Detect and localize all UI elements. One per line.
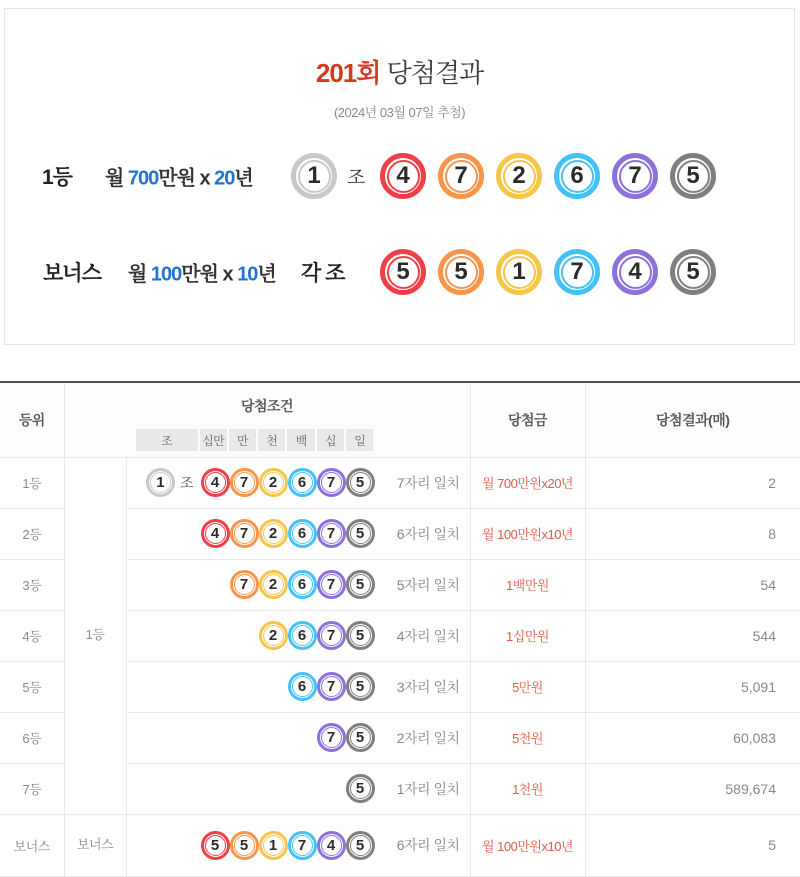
winner-count-cell: 8 (585, 508, 800, 559)
lottery-ball-5 (346, 672, 375, 701)
prize-amount-text: 만원 x (158, 167, 215, 190)
column-header-rank: 등위 (0, 382, 64, 457)
winning-result-summary-panel (4, 8, 795, 345)
rank-cell: 보너스 (0, 814, 64, 876)
condition-cell (126, 457, 470, 508)
ball-number: 4 (396, 162, 410, 189)
ball-number: 5 (355, 836, 365, 854)
ball-number: 5 (355, 729, 365, 746)
rank-cell: 6등 (0, 712, 64, 763)
ball-number: 7 (326, 576, 336, 593)
lottery-ball-5 (346, 831, 375, 860)
prize-amount-text: 만원 x (181, 263, 238, 286)
lottery-ball-2 (496, 153, 542, 199)
match-condition-text: 6자리 일치 (396, 837, 460, 853)
match-condition-text: 3자리 일치 (396, 678, 460, 695)
round-number: 201회 (315, 58, 381, 88)
winner-count-cell: 54 (585, 559, 800, 610)
digit-position-bar (136, 429, 374, 451)
first-prize-amount (105, 162, 253, 191)
lottery-ball-5 (670, 153, 716, 199)
ball-number: 6 (297, 678, 307, 695)
lottery-ball-5 (346, 774, 375, 803)
lottery-ball-7 (288, 831, 317, 860)
ball-number: 7 (454, 162, 468, 189)
ball-number: 1 (307, 162, 321, 189)
lottery-ball-4 (612, 249, 658, 295)
winning-number-balls (127, 672, 375, 701)
winner-count-cell: 5,091 (585, 661, 800, 712)
rank-cell: 4등 (0, 610, 64, 661)
lottery-ball-5 (346, 570, 375, 599)
match-condition-text: 4자리 일치 (396, 627, 460, 644)
prize-amount-text: 년 (234, 167, 253, 190)
ball-number: 7 (297, 836, 307, 854)
bonus-rank-label: 보너스 (43, 262, 101, 285)
ball-number: 5 (355, 627, 365, 644)
ball-number: 5 (686, 258, 700, 285)
ball-number: 5 (210, 836, 220, 854)
group-suffix-label: 조 (347, 167, 365, 189)
ball-number: 4 (210, 474, 220, 491)
winning-results-table (0, 381, 800, 877)
ball-number: 6 (297, 576, 307, 593)
digit-position-label: 만 (229, 429, 256, 451)
prize-amount-text: 년 (257, 263, 276, 286)
lottery-ball-5 (346, 723, 375, 752)
lottery-ball-5 (670, 249, 716, 295)
ball-number: 6 (297, 525, 307, 542)
lottery-ball-7 (554, 249, 600, 295)
ball-number: 7 (326, 729, 336, 746)
prize-cell: 1백만원 (470, 559, 585, 610)
lottery-ball-7 (230, 468, 259, 497)
ball-number: 5 (396, 258, 410, 285)
ball-number: 1 (268, 836, 278, 854)
rank-cell: 2등 (0, 508, 64, 559)
group-suffix-label: 조 (179, 474, 193, 491)
each-group-label: 각 조 (301, 262, 345, 285)
draw-date: (2024년 03월 07일 추첨) (333, 105, 466, 120)
lottery-ball-1 (146, 468, 175, 497)
lottery-ball-5 (201, 831, 230, 860)
digit-position-label: 천 (258, 429, 285, 451)
lottery-ball-7 (317, 723, 346, 752)
bonus-prize-summary-row (5, 249, 794, 295)
ball-number: 5 (355, 474, 365, 491)
rank-cell: 7등 (0, 763, 64, 814)
ball-number: 5 (355, 780, 365, 797)
digit-position-header-cell (64, 429, 470, 457)
lottery-ball-7 (230, 570, 259, 599)
lottery-ball-2 (259, 468, 288, 497)
prize-amount-number: 100 (150, 263, 182, 286)
condition-cell (126, 508, 470, 559)
first-prize-balls (380, 153, 716, 199)
first-prize-basis-cell: 1등 (64, 457, 126, 814)
ball-number: 4 (326, 836, 336, 854)
lottery-ball-6 (554, 153, 600, 199)
condition-cell (126, 610, 470, 661)
lottery-ball-2 (259, 570, 288, 599)
ball-number: 5 (355, 525, 365, 542)
lottery-ball-7 (317, 519, 346, 548)
bonus-prize-amount (128, 258, 276, 287)
lottery-ball-4 (317, 831, 346, 860)
page-title (5, 9, 794, 90)
page-title-text: 당첨결과 (380, 58, 484, 88)
condition-cell (126, 763, 470, 814)
prize-cell: 5천원 (470, 712, 585, 763)
ball-number: 4 (628, 258, 642, 285)
digit-position-label: 백 (287, 429, 314, 451)
lottery-ball-5 (346, 621, 375, 650)
ball-number: 6 (570, 162, 584, 189)
prize-cell: 월 100만원x10년 (470, 508, 585, 559)
ball-number: 2 (268, 474, 278, 491)
lottery-ball-5 (346, 468, 375, 497)
ball-number: 7 (326, 525, 336, 542)
ball-number: 7 (239, 474, 249, 491)
ball-number: 5 (686, 162, 700, 189)
match-condition-text: 5자리 일치 (396, 576, 460, 593)
lottery-ball-7 (612, 153, 658, 199)
winner-count-cell: 589,674 (585, 763, 800, 814)
prize-cell: 5만원 (470, 661, 585, 712)
column-header-result-count: 당첨결과(매) (585, 382, 800, 457)
lottery-ball-6 (288, 519, 317, 548)
prize-cell: 월 100만원x10년 (470, 814, 585, 876)
ball-number: 1 (512, 258, 526, 285)
lottery-ball-6 (288, 621, 317, 650)
group-ball-slot (291, 153, 337, 199)
ball-number: 7 (326, 678, 336, 695)
ball-number: 2 (512, 162, 526, 189)
prize-amount-number: 700 (127, 167, 159, 190)
winner-count-cell: 5 (585, 814, 800, 876)
bonus-basis-cell: 보너스 (64, 814, 126, 876)
winner-count-cell: 2 (585, 457, 800, 508)
rank-cell: 5등 (0, 661, 64, 712)
lottery-ball-6 (288, 570, 317, 599)
ball-number: 5 (454, 258, 468, 285)
lottery-ball-5 (346, 519, 375, 548)
match-condition-text: 7자리 일치 (396, 474, 460, 491)
prize-amount-number: 20 (214, 167, 235, 190)
match-condition-text: 1자리 일치 (396, 780, 460, 797)
table-row-보너스 (0, 814, 800, 876)
table-row-1등 (0, 457, 800, 508)
prize-amount-text: 월 (128, 263, 151, 286)
ball-number: 2 (268, 525, 278, 542)
winning-number-balls (127, 774, 375, 803)
rank-cell: 1등 (0, 457, 64, 508)
column-header-prize: 당첨금 (470, 382, 585, 457)
lottery-ball-7 (317, 621, 346, 650)
lottery-ball-7 (317, 570, 346, 599)
lottery-ball-1 (291, 153, 337, 199)
ball-number: 1 (156, 474, 165, 491)
winner-count-cell: 60,083 (585, 712, 800, 763)
lottery-ball-7 (438, 153, 484, 199)
winning-number-balls (127, 831, 375, 860)
ball-number: 7 (239, 525, 249, 542)
lottery-ball-4 (201, 468, 230, 497)
condition-cell (126, 559, 470, 610)
lottery-ball-2 (259, 621, 288, 650)
winner-count-cell: 544 (585, 610, 800, 661)
ball-number: 4 (210, 525, 220, 542)
digit-position-label: 조 (136, 429, 198, 451)
first-prize-rank-label: 1등 (42, 166, 72, 189)
ball-number: 7 (326, 474, 336, 491)
winning-number-balls (127, 468, 375, 497)
ball-number: 2 (268, 576, 278, 593)
ball-number: 5 (239, 836, 249, 854)
ball-number: 6 (297, 627, 307, 644)
lottery-ball-6 (288, 468, 317, 497)
prize-cell: 1십만원 (470, 610, 585, 661)
lottery-ball-5 (380, 249, 426, 295)
lottery-ball-6 (288, 672, 317, 701)
first-prize-summary-row (5, 153, 794, 199)
ball-number: 7 (239, 576, 249, 593)
ball-number: 5 (355, 678, 365, 695)
winning-number-balls (127, 723, 375, 752)
match-condition-text: 6자리 일치 (396, 525, 460, 542)
lottery-ball-2 (259, 519, 288, 548)
prize-cell: 1천원 (470, 763, 585, 814)
winning-number-balls (127, 621, 375, 650)
bonus-prize-balls (380, 249, 716, 295)
table-header-row (0, 382, 800, 429)
condition-cell (126, 661, 470, 712)
rank-cell: 3등 (0, 559, 64, 610)
lottery-ball-1 (496, 249, 542, 295)
ball-number: 7 (326, 627, 336, 644)
digit-position-label: 일 (346, 429, 373, 451)
ball-number: 2 (268, 627, 278, 644)
column-header-condition: 당첨조건 (64, 382, 470, 429)
prize-amount-number: 10 (237, 263, 258, 286)
lottery-ball-7 (317, 672, 346, 701)
lottery-ball-4 (201, 519, 230, 548)
digit-position-label: 십만 (200, 429, 227, 451)
ball-number: 7 (628, 162, 642, 189)
lottery-ball-5 (438, 249, 484, 295)
ball-number: 6 (297, 474, 307, 491)
lottery-ball-4 (380, 153, 426, 199)
match-condition-text: 2자리 일치 (396, 729, 460, 746)
condition-cell (126, 814, 470, 876)
digit-position-label: 십 (317, 429, 344, 451)
winning-number-balls (127, 570, 375, 599)
lottery-ball-1 (259, 831, 288, 860)
prize-amount-text: 월 (105, 167, 128, 190)
winning-number-balls (127, 519, 375, 548)
ball-number: 5 (355, 576, 365, 593)
ball-number: 7 (570, 258, 584, 285)
lottery-ball-5 (230, 831, 259, 860)
condition-cell (126, 712, 470, 763)
prize-cell: 월 700만원x20년 (470, 457, 585, 508)
lottery-ball-7 (317, 468, 346, 497)
lottery-ball-7 (230, 519, 259, 548)
